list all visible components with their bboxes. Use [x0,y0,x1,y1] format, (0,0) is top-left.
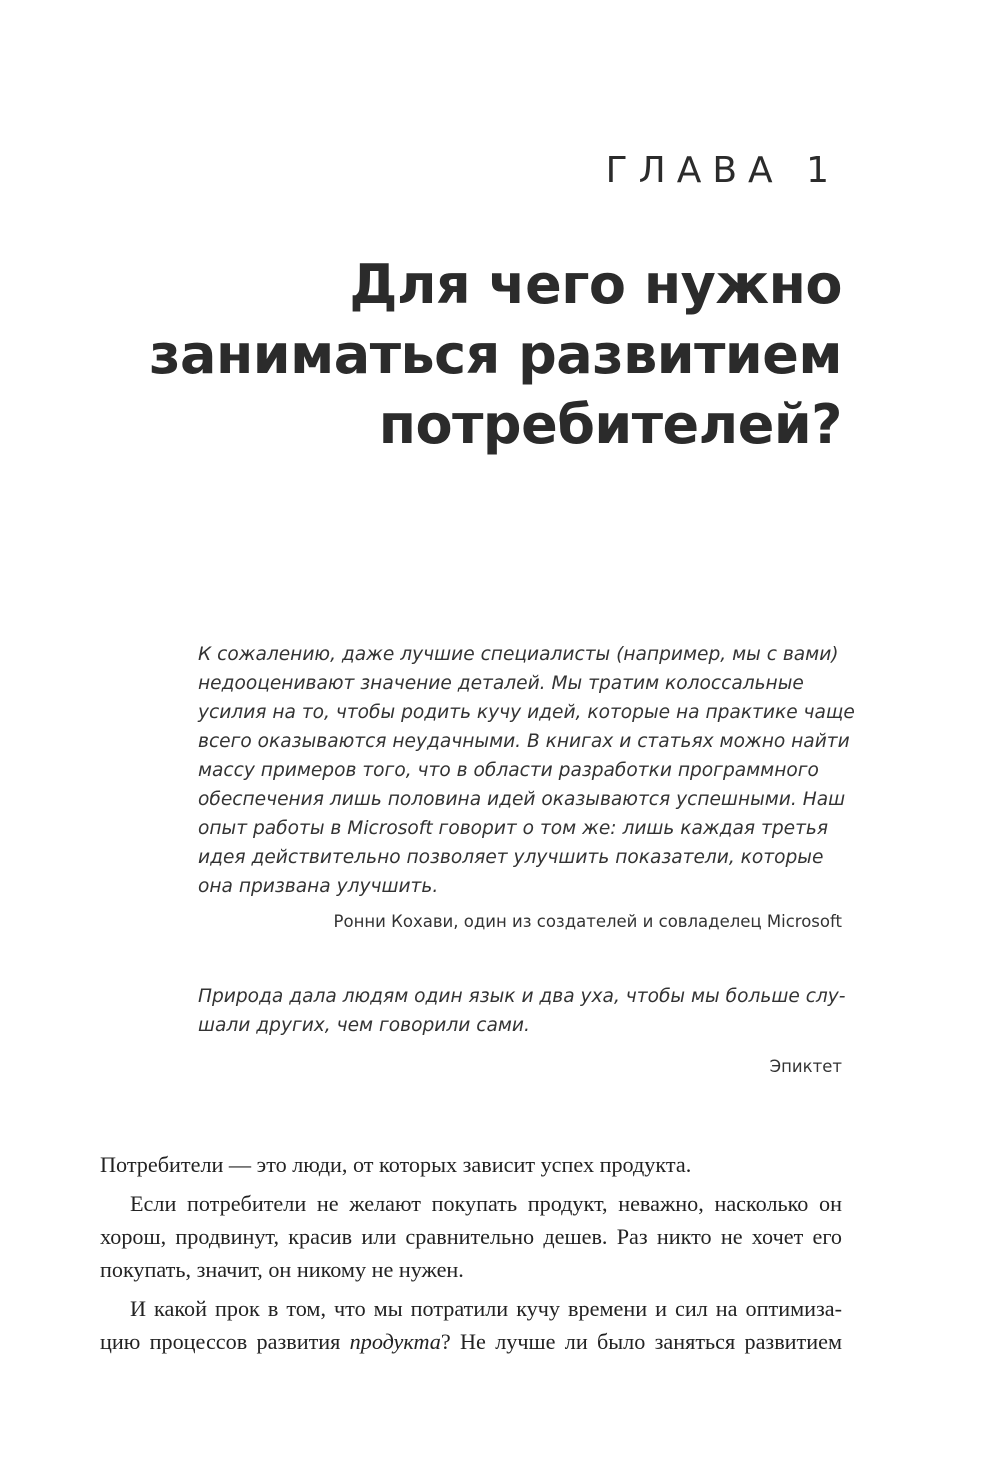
emphasis-product: продукта [349,1329,441,1354]
chapter-title-line: потребителей? [378,393,842,456]
epigraph-line: идея действительно позволяет улучшить показатели, которые [198,847,824,868]
chapter-title-line: заниматься развитием [149,323,842,386]
epigraph-line: обеспечения лишь половина идей оказываются успешными. Наш [198,789,846,810]
epigraph-epictetus [198,982,846,1080]
epigraph-line: она призвана улучшить. [198,876,439,897]
body-fragment: цию процессов развития [100,1329,350,1354]
epigraph-line: К сожалению, даже лучшие специалисты (например, мы с вами) [198,644,839,665]
chapter-title [82,250,842,460]
chapter-label: ГЛАВА 1 [605,150,840,191]
epigraph-line: Природа дала людям один язык и два уха, чтобы мы больше слу- [198,986,846,1007]
epigraph-line: шали других, чем говорили сами. [198,1015,530,1036]
body-line: покупать, значит, он никому не нужен. [100,1257,464,1282]
epigraph-quote [198,982,846,1040]
body-line: Если потребители не желают покупать продукт, неважно, насколько он [130,1191,842,1216]
body-line: Потребители — это люди, от которых зависит успех продукта. [100,1152,692,1177]
paragraph-1 [100,1148,842,1181]
body-fragment: ? Не лучше ли было заняться развитием [440,1329,842,1354]
epigraph-quote [198,640,855,901]
paragraph-2 [100,1187,842,1286]
paragraph-3 [100,1292,842,1358]
epigraph-line: опыт работы в Microsoft говорит о том же: лишь каждая третья [198,818,829,839]
epigraph-author: Эпиктет [769,1057,842,1076]
body-line: хорош, продвинут, красив или сравнительно дешев. Раз никто не хочет его [100,1224,842,1249]
body-text [100,1148,842,1358]
epigraph-line: усилия на то, чтобы родить кучу идей, которые на практике чаще [198,702,855,723]
epigraph-kohavi [198,640,855,935]
epigraph-line: массу примеров того, что в области разработки программного [198,760,819,781]
epigraph-line: всего оказываются неудачными. В книгах и статьях можно найти [198,731,850,752]
body-line [100,1325,842,1358]
epigraph-author: Ронни Кохави, один из создателей и совладелец Microsoft [333,912,842,931]
body-line: И какой прок в том, что мы потратили кучу времени и сил на оптимиза- [130,1296,842,1321]
chapter-title-line: Для чего нужно [349,253,842,316]
epigraph-line: недооценивают значение деталей. Мы тратим колоссальные [198,673,804,694]
